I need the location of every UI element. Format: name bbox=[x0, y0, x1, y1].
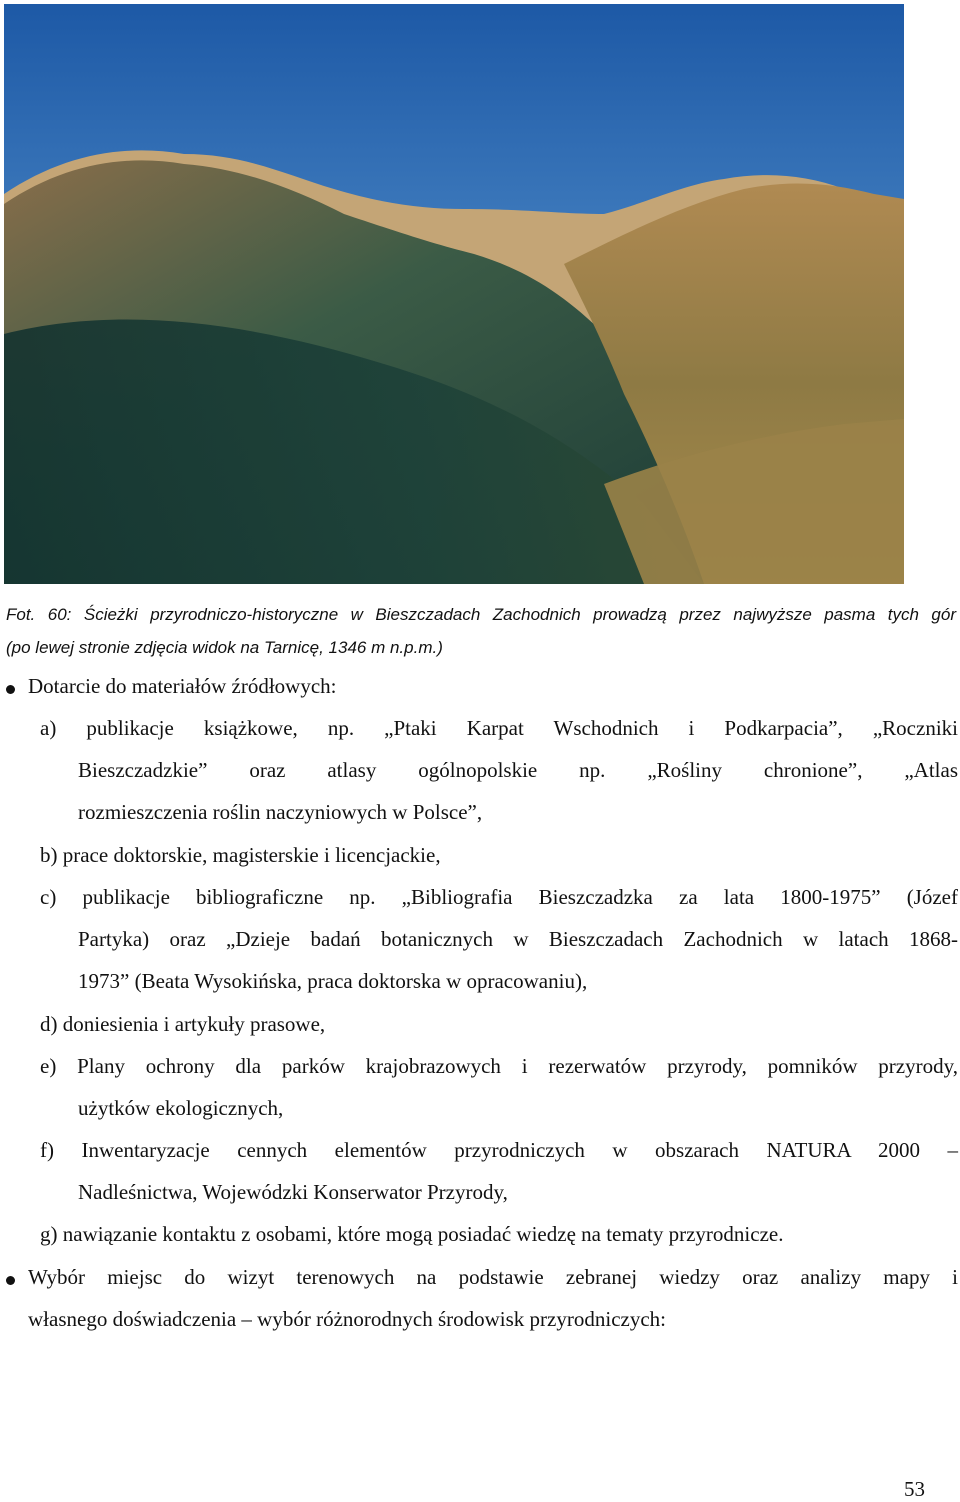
list-item-g: g) nawiązanie kontaktu z osobami, które mogą posiadać wiedzę na tematy przyrodnicze. bbox=[40, 1222, 784, 1246]
bullet2-line-2: własnego doświadczenia – wybór różnorodnych środowisk przyrodniczych: bbox=[28, 1307, 666, 1331]
list-item-c-line-3: 1973” (Beata Wysokińska, praca doktorska w opracowaniu), bbox=[78, 969, 588, 993]
list-item-f-line-1: f) Inwentaryzacje cennych elementów przyrodniczych w obszarach NATURA 2000 – bbox=[40, 1138, 958, 1162]
bullet-icon bbox=[6, 1276, 15, 1285]
list-item-c-line-2: Partyka) oraz „Dzieje badań botanicznych w Bieszczadach Zachodnich w latach 1868- bbox=[78, 927, 958, 951]
bullet2-line-1: Wybór miejsc do wizyt terenowych na podstawie zebranej wiedzy oraz analizy mapy i bbox=[28, 1265, 958, 1289]
bullet-icon bbox=[6, 685, 15, 694]
photo-caption bbox=[6, 598, 956, 664]
list-item-a-line-2: Bieszczadzkie” oraz atlasy ogólnopolskie np. „Rośliny chronione”, „Atlas bbox=[78, 758, 958, 782]
list-item-f-line-2: Nadleśnictwa, Wojewódzki Konserwator Przyrody, bbox=[78, 1180, 508, 1204]
list-item-b: b) prace doktorskie, magisterskie i licencjackie, bbox=[40, 843, 441, 867]
mountain-landscape-photo bbox=[4, 4, 904, 584]
list-item-e-line-2: użytków ekologicznych, bbox=[78, 1096, 284, 1120]
bullet-heading: Dotarcie do materiałów źródłowych: bbox=[28, 674, 337, 698]
list-item-d: d) doniesienia i artykuły prasowe, bbox=[40, 1012, 326, 1036]
list-item-e-line-1: e) Plany ochrony dla parków krajobrazowych i rezerwatów przyrody, pomników przyrody, bbox=[40, 1054, 958, 1078]
page-number: 53 bbox=[904, 1477, 925, 1501]
caption-line-1: Fot. 60: Ścieżki przyrodniczo-historyczne w Bieszczadach Zachodnich prowadzą przez najwyższe pasma tych gór bbox=[6, 605, 956, 624]
list-item-a-line-3: rozmieszczenia roślin naczyniowych w Polsce”, bbox=[78, 800, 483, 824]
caption-line-2: (po lewej stronie zdjęcia widok na Tarnicę, 1346 m n.p.m.) bbox=[6, 638, 443, 657]
list-item-c-line-1: c) publikacje bibliograficzne np. „Bibliografia Bieszczadzka za lata 1800-1975” (Józef bbox=[40, 885, 958, 909]
list-item-a-line-1: a) publikacje książkowe, np. „Ptaki Karpat Wschodnich i Podkarpacia”, „Roczniki bbox=[40, 716, 958, 740]
